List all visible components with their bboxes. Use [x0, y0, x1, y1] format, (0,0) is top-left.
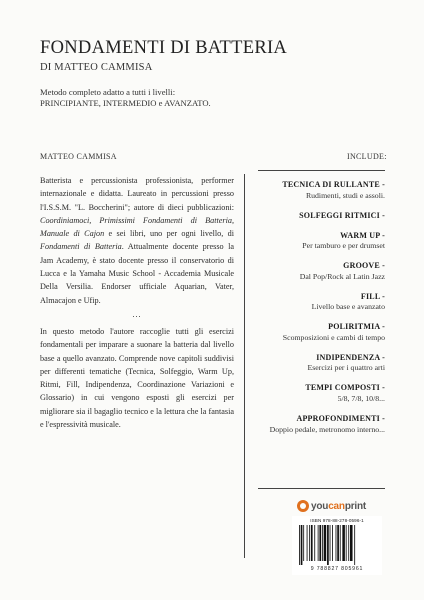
barcode-bar — [332, 525, 333, 561]
barcode-bar — [327, 525, 329, 565]
barcode-bar — [354, 525, 355, 565]
barcode-bar — [336, 525, 337, 561]
include-item-solfeggi — [258, 211, 385, 222]
include-label: INCLUDE: — [347, 152, 387, 161]
include-detail: 5/8, 7/8, 10/8... — [337, 394, 385, 404]
barcode-bar — [299, 525, 300, 565]
include-heading: WARM UP - — [340, 230, 385, 240]
barcode-bar — [348, 525, 349, 561]
barcode-bar — [301, 525, 303, 565]
book-title: FONDAMENTI DI BATTERIA — [40, 38, 288, 58]
include-detail: Doppio pedale, metronomo interno... — [269, 424, 385, 434]
barcode-bar — [324, 525, 327, 561]
include-heading: INDIPENDENZA - — [316, 352, 385, 362]
barcode-number: 9 788827 805961 — [310, 566, 364, 572]
barcode-bar — [330, 525, 331, 561]
barcode-bar — [319, 525, 321, 561]
include-item-approfondimenti — [258, 414, 385, 435]
barcode-bar — [350, 525, 353, 561]
include-item-groove — [258, 261, 385, 282]
barcode-bar — [342, 525, 345, 561]
barcode-bar — [322, 525, 323, 561]
include-item-fill — [258, 292, 385, 313]
barcode-bar — [340, 525, 341, 561]
barcode-area — [292, 516, 382, 575]
book-description — [40, 87, 340, 109]
isbn-text: ISBN 978-88-278-0596-1 — [310, 518, 364, 523]
publisher-logo-text: youcanprint — [311, 500, 367, 512]
include-detail: Scomposizioni e cambi di tempo — [282, 332, 385, 342]
include-heading: POLIRITMIA - — [328, 322, 385, 332]
include-item-warmup — [258, 231, 385, 252]
barcode-bar — [314, 525, 315, 561]
description-line-2: PRINCIPIANTE, INTERMEDIO e AVANZATO. — [40, 98, 211, 108]
include-item-poliritmia — [258, 322, 385, 343]
barcode-bar — [311, 525, 313, 561]
include-detail: Dal Pop/Rock al Latin Jazz — [299, 271, 385, 281]
include-detail: Rudimenti, studi e assoli. — [305, 190, 385, 200]
barcode-bar — [337, 525, 339, 561]
include-heading: TECNICA DI RULLANTE - — [282, 180, 385, 189]
bio-text: Batterista e percussionista professionista, performer internazionale e didatta. Laureato in percussioni presso l'I.S.S.M. "L. Boccherini"; autore di dieci pubblicazioni: — [40, 176, 234, 212]
barcode-bar — [307, 525, 308, 561]
includes-list — [258, 180, 385, 445]
publisher-logo — [297, 499, 377, 513]
include-detail: Esercizi per i quattro arti — [307, 363, 385, 373]
book-subtitle: DI MATTEO CAMMISA — [40, 62, 153, 73]
barcode-bar — [309, 525, 310, 561]
include-heading: APPROFONDIMENTI - — [296, 414, 385, 424]
bio-series-title: Fondamenti di Batteria — [40, 242, 122, 252]
include-detail: Livello base e avanzato — [311, 302, 385, 312]
barcode-bars — [299, 525, 377, 565]
includes-top-rule — [258, 170, 385, 171]
description-line-1: Metodo completo adatto a tutti i livelli: — [40, 87, 176, 97]
bio-text: e sei libri, uno per ogni livello, di — [104, 229, 234, 239]
includes-bottom-rule — [258, 488, 385, 489]
author-bio — [40, 174, 245, 558]
include-heading: FILL - — [360, 291, 385, 301]
include-heading: TEMPI COMPOSTI - — [305, 383, 385, 393]
include-item-tecnica — [258, 180, 385, 201]
bio-books: Coordiniamoci, Primissimi Fondamenti di Batteria, Manuale di Cajon — [40, 215, 234, 239]
barcode-bar — [303, 525, 304, 561]
author-label: MATTEO CAMMISA — [40, 152, 117, 161]
bio-text: . Attualmente docente presso la Jam Academy, è stato docente presso il conservatorio di Lucca e la Yamaha Music School - Accademia Musicale Della Versilia. Endorser ufficiale Aquarian, Vater, Almacajon e Ufip. — [40, 242, 234, 305]
include-item-indipendenza — [258, 353, 385, 374]
include-item-tempi-composti — [258, 383, 385, 404]
bio-paragraph-2: In questo metodo l'autore raccoglie tutti gli esercizi fondamentali per imparare a suonare la batteria dal livello base a quello avanzato. Comprende nove capitoli suddivisi per differenti tematiche (Tecnica, Solfeggio, Warm Up, Ritmi, Fill, Indipendenza, Coordinazione Variazioni e Glossario) in cui vengono esposti gli esercizi per migliorare sia il bagaglio tecnico e la lettura che la fantasia e l'espressività musicale. — [40, 326, 234, 430]
bio-separator: ... — [132, 309, 142, 319]
publisher-logo-icon — [297, 500, 309, 512]
include-heading: SOLFEGGI RITMICI - — [299, 210, 385, 220]
barcode-bar — [318, 525, 319, 561]
bio-paragraph-1 — [40, 174, 234, 307]
include-heading: GROOVE - — [343, 261, 385, 271]
barcode-bar — [346, 525, 347, 561]
include-detail: Per tamburo e per drumset — [302, 241, 385, 251]
